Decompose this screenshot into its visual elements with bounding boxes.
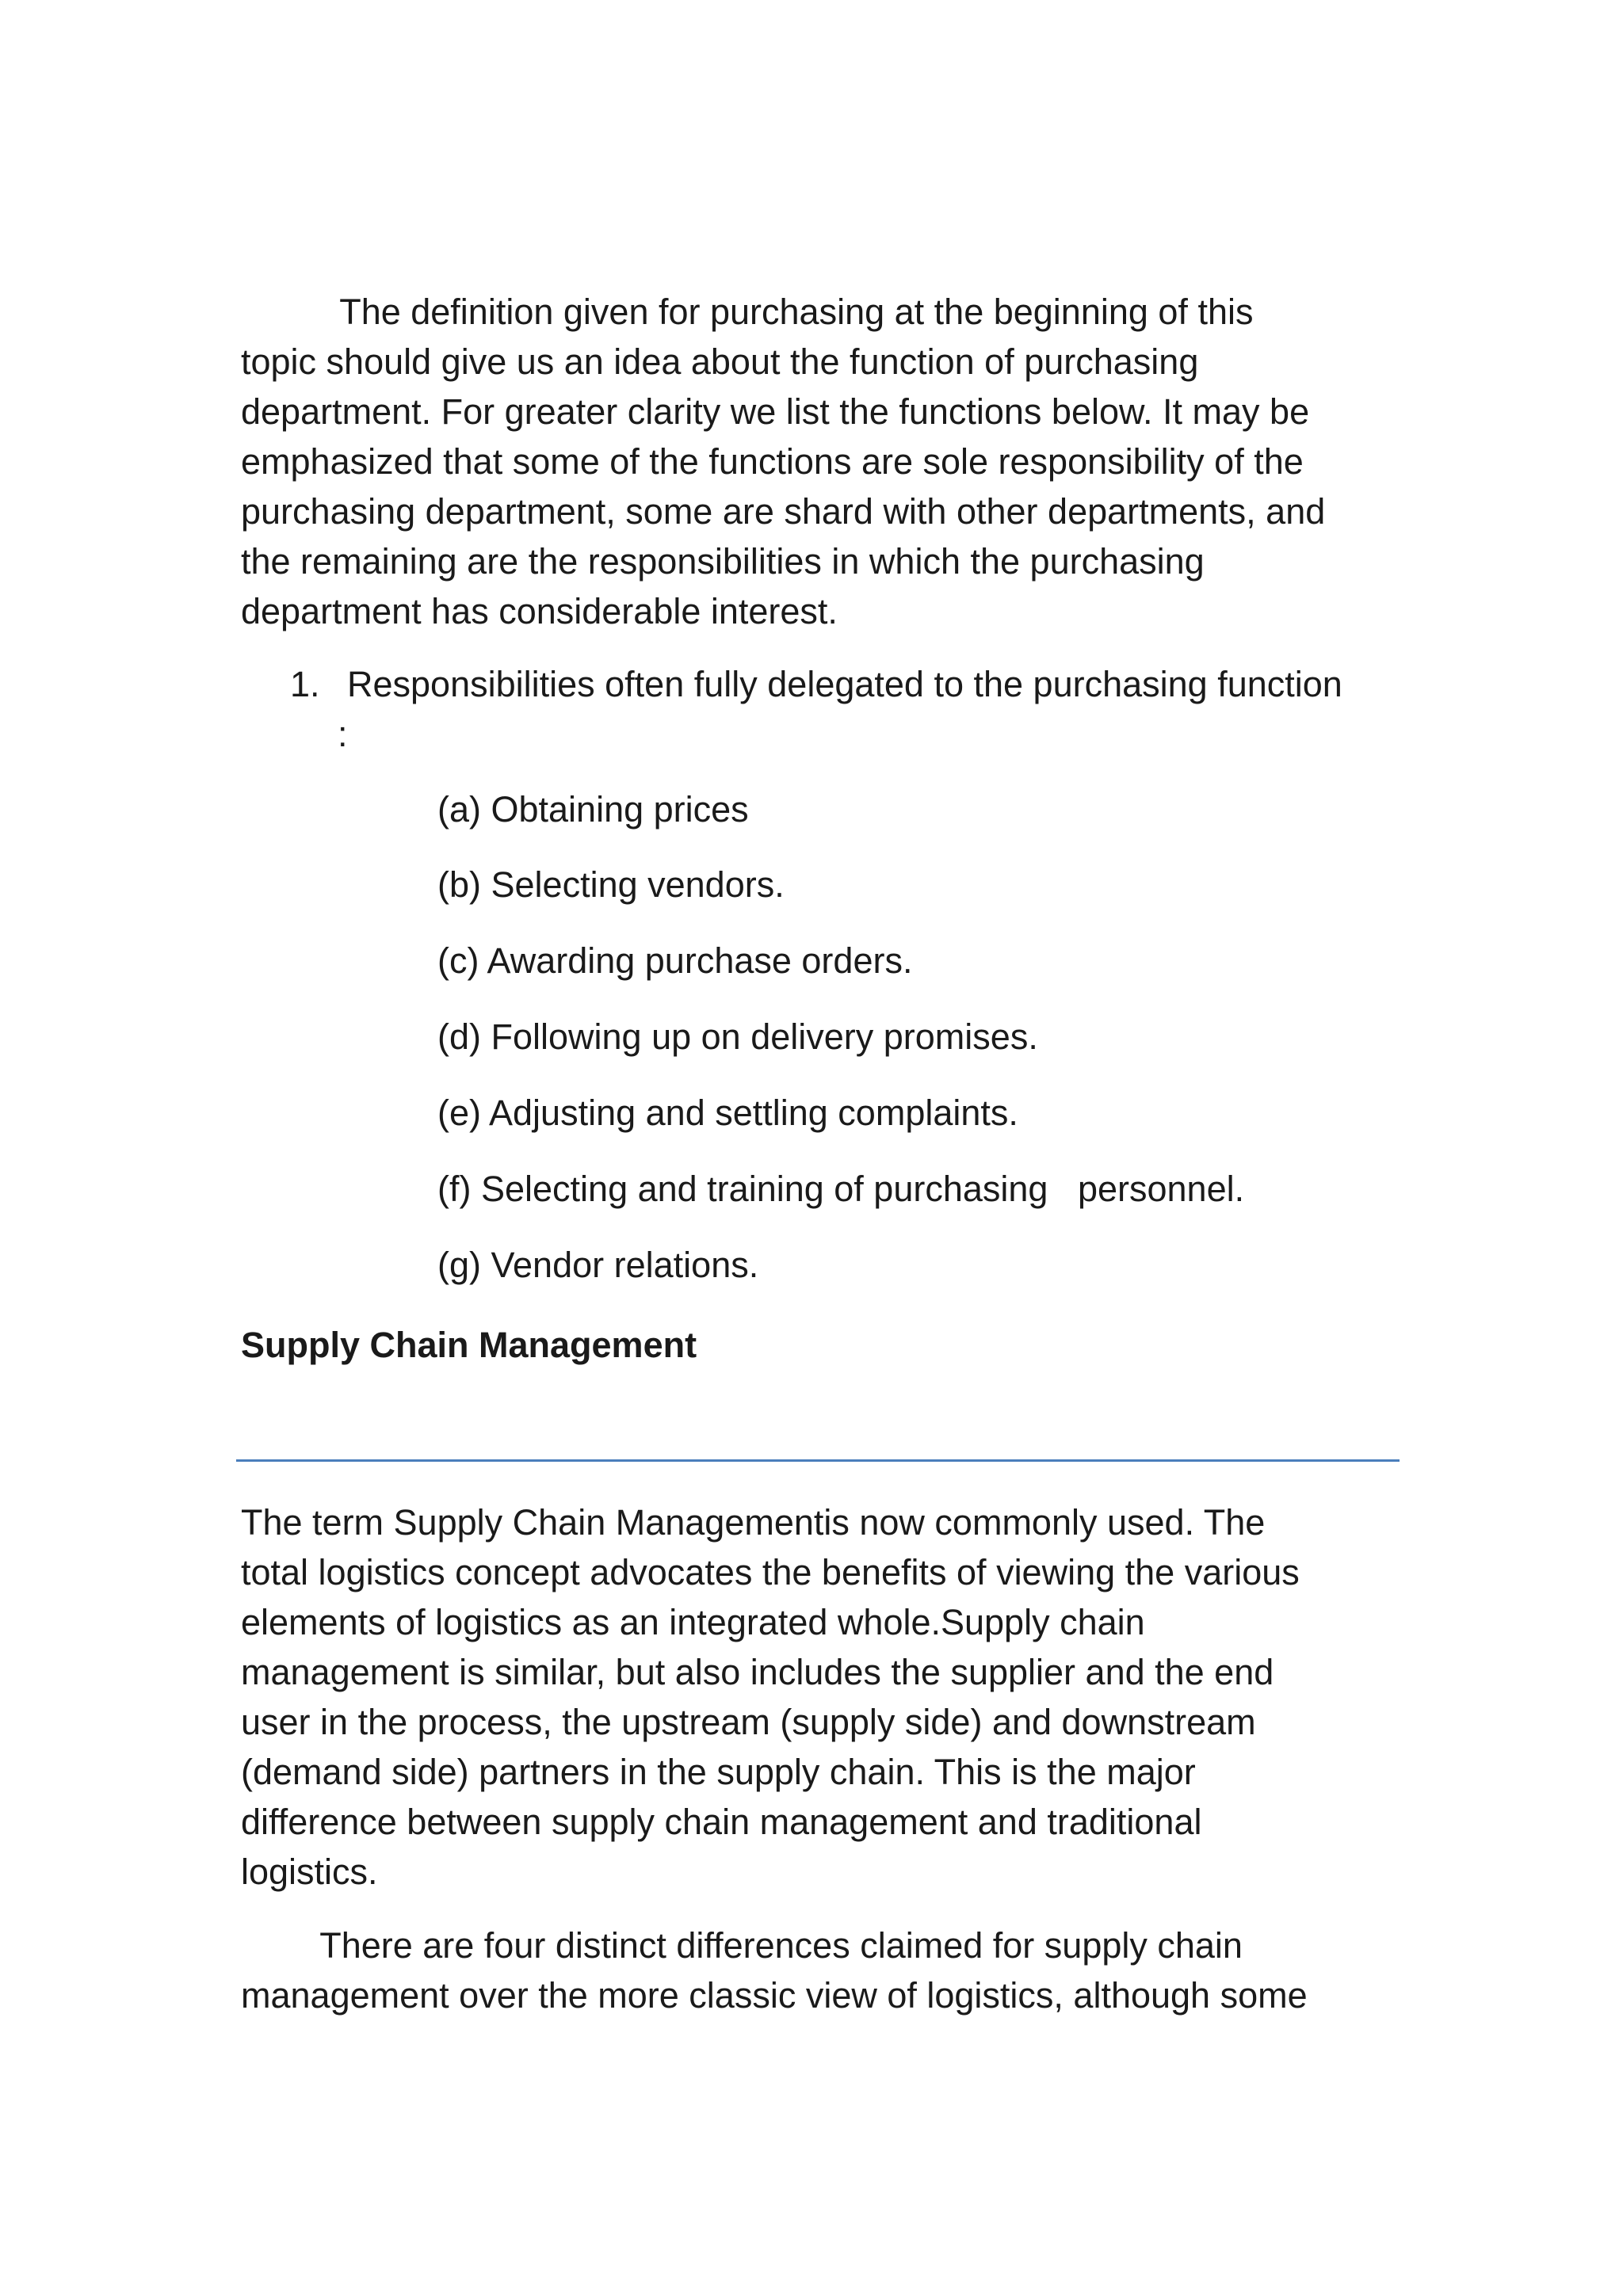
paragraph-line: There are four distinct differences claimed for supply chain <box>241 1925 1243 1966</box>
scm-paragraph <box>241 1497 1414 1897</box>
paragraph-line: The definition given for purchasing at the beginning of this <box>241 292 1254 332</box>
closing-paragraph <box>241 1920 1414 2020</box>
paragraph-line: department. For greater clarity we list the functions below. It may be <box>241 391 1310 432</box>
sub-list-item: (d) Following up on delivery promises. <box>437 1016 1038 1057</box>
paragraph-line: difference between supply chain management and traditional <box>241 1802 1202 1842</box>
list-item-text: Responsibilities often fully delegated to the purchasing function <box>347 664 1342 704</box>
paragraph-line: elements of logistics as an integrated whole.Supply chain <box>241 1602 1145 1642</box>
section-heading: Supply Chain Management <box>241 1325 697 1365</box>
paragraph-line: the remaining are the responsibilities in which the purchasing <box>241 541 1205 582</box>
paragraph-line: department has considerable interest. <box>241 591 838 631</box>
sub-list-item: (g) Vendor relations. <box>437 1245 759 1285</box>
paragraph-line: topic should give us an idea about the function of purchasing <box>241 341 1199 382</box>
paragraph-line: (demand side) partners in the supply chain. This is the major <box>241 1752 1196 1792</box>
paragraph-line: logistics. <box>241 1852 378 1892</box>
paragraph-line: The term Supply Chain Managementis now commonly used. The <box>241 1502 1266 1543</box>
paragraph-line: management is similar, but also includes the supplier and the end <box>241 1652 1274 1692</box>
sub-list-item: (e) Adjusting and settling complaints. <box>437 1093 1018 1133</box>
horizontal-rule <box>236 1459 1400 1462</box>
sub-list-item: (a) Obtaining prices <box>437 789 749 830</box>
intro-paragraph <box>241 287 1414 636</box>
sub-list-item: (c) Awarding purchase orders. <box>437 940 913 981</box>
sub-list-item: (f) Selecting and training of purchasing personnel. <box>437 1169 1245 1209</box>
paragraph-line: emphasized that some of the functions are sole responsibility of the <box>241 441 1304 482</box>
list-number: 1. <box>290 664 320 704</box>
sub-list-item: (b) Selecting vendors. <box>437 864 785 905</box>
paragraph-line: purchasing department, some are shard with other departments, and <box>241 491 1326 532</box>
paragraph-line: total logistics concept advocates the benefits of viewing the various <box>241 1552 1300 1592</box>
list-item-continuation: : <box>338 714 348 754</box>
paragraph-line: management over the more classic view of logistics, although some <box>241 1975 1308 2016</box>
paragraph-line: user in the process, the upstream (supply side) and downstream <box>241 1702 1256 1742</box>
